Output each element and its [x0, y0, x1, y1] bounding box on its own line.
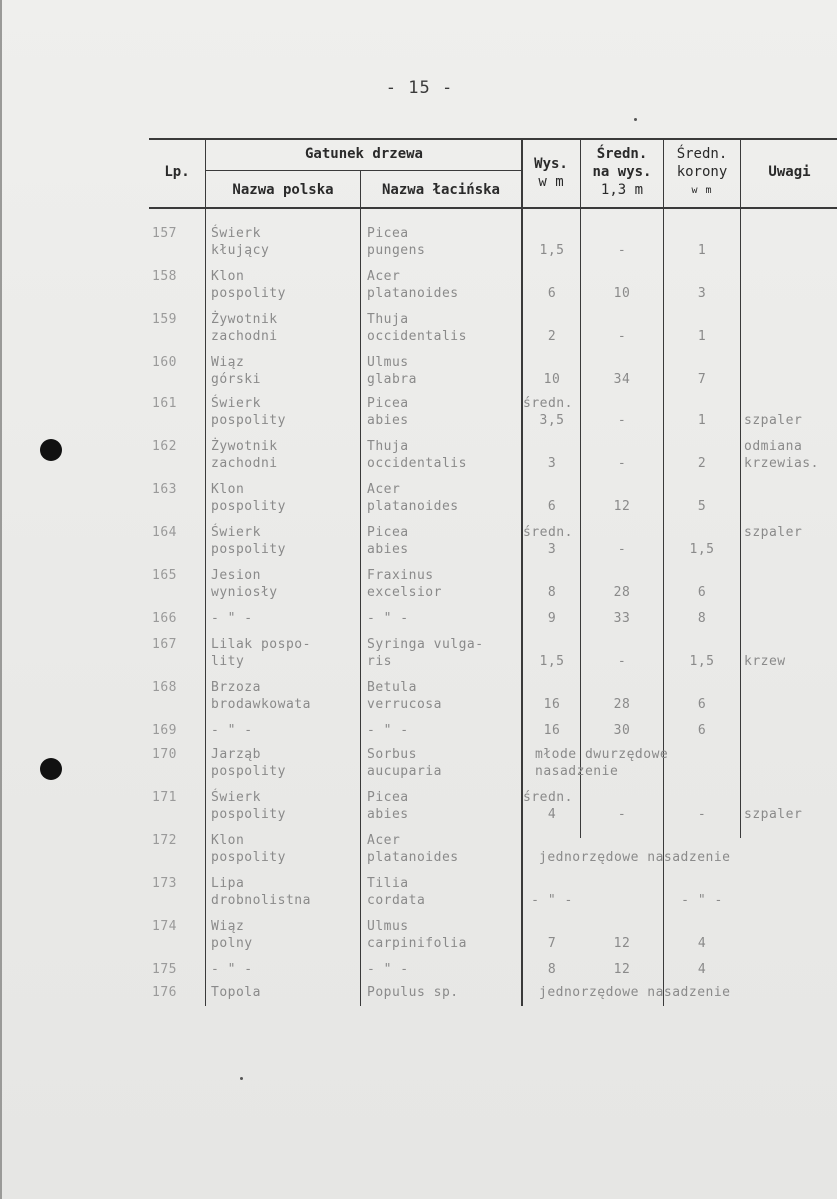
row-lp: 160	[152, 355, 177, 370]
row-height-note: średn.	[523, 396, 573, 411]
row-latin-name: Populus sp.	[367, 985, 459, 1000]
row-latin-name: Thuja	[367, 312, 409, 327]
row-polish-name: - " -	[211, 723, 253, 738]
row-latin-name: - " -	[367, 723, 409, 738]
row-crown: 8	[697, 611, 707, 626]
row-latin-name-cont: occidentalis	[367, 329, 467, 344]
row-remarks-cont: szpaler	[744, 413, 803, 428]
row-height: 3,5	[539, 413, 565, 428]
row-height: 4	[547, 807, 557, 822]
row-height: 1,5	[539, 243, 565, 258]
row-latin-name: Sorbus	[367, 747, 417, 762]
row-latin-name: Fraxinus	[367, 568, 434, 583]
row-polish-name-cont: pospolity	[211, 807, 286, 822]
row-latin-name-cont: occidentalis	[367, 456, 467, 471]
page-number: - 15 -	[385, 78, 454, 98]
row-polish-name-cont: górski	[211, 372, 261, 387]
header-diameter-line1: Średn.	[596, 146, 648, 162]
row-lp: 168	[152, 680, 177, 695]
row-remarks: szpaler	[744, 525, 803, 540]
row-planting-note: jednorzędowe nasadzenie	[539, 985, 731, 1000]
header-latin-name: Nazwa łacińska	[381, 182, 500, 198]
row-height-note: średn.	[523, 525, 573, 540]
row-diameter: 28	[613, 697, 631, 712]
header-remarks: Uwagi	[768, 164, 811, 180]
header-crown-line3: w m	[691, 185, 713, 196]
stray-mark	[634, 118, 637, 121]
row-lp: 165	[152, 568, 177, 583]
stray-mark	[240, 1077, 243, 1080]
header-diameter-line2: na wys.	[592, 164, 652, 180]
row-remarks-cont: szpaler	[744, 807, 803, 822]
row-polish-name-cont: zachodni	[211, 456, 278, 471]
row-lp: 158	[152, 269, 177, 284]
row-polish-name: Żywotnik	[211, 439, 278, 454]
row-crown: 3	[697, 286, 707, 301]
row-crown: 4	[697, 936, 707, 951]
row-polish-name: Żywotnik	[211, 312, 278, 327]
col-rule-crown	[740, 138, 741, 838]
header-lp: Lp.	[164, 164, 190, 180]
row-height: 8	[547, 585, 557, 600]
row-diameter: -	[617, 456, 627, 471]
row-crown: 6	[697, 585, 707, 600]
row-planting-note-cont: nasadzenie	[535, 764, 619, 779]
row-latin-name-cont: glabra	[367, 372, 417, 387]
row-height: 8	[547, 962, 557, 977]
row-diameter: -	[617, 807, 627, 822]
row-height: 1,5	[539, 654, 565, 669]
row-polish-name: Świerk	[211, 396, 261, 411]
row-latin-name: Acer	[367, 833, 401, 848]
row-lp: 170	[152, 747, 177, 762]
row-latin-name: - " -	[367, 962, 409, 977]
row-crown: 1	[697, 413, 707, 428]
row-height: 9	[547, 611, 557, 626]
row-height-note: średn.	[523, 790, 573, 805]
row-latin-name: Tilia	[367, 876, 409, 891]
row-latin-name-cont: pungens	[367, 243, 426, 258]
row-crown: 2	[697, 456, 707, 471]
row-polish-name: Świerk	[211, 525, 261, 540]
row-polish-name-cont: pospolity	[211, 542, 286, 557]
row-lp: 164	[152, 525, 177, 540]
row-crown: -	[697, 807, 707, 822]
row-latin-name: Picea	[367, 790, 409, 805]
row-crown: 1,5	[689, 542, 715, 557]
row-planting-note: jednorzędowe nasadzenie	[539, 850, 731, 865]
col-rule-polish	[360, 171, 361, 1006]
row-lp: 172	[152, 833, 177, 848]
row-polish-name: Topola	[211, 985, 261, 1000]
row-polish-name-cont: polny	[211, 936, 253, 951]
header-bottom-rule	[149, 207, 837, 209]
col-rule-latin	[521, 138, 523, 1006]
row-latin-name: Ulmus	[367, 919, 409, 934]
col-rule-lp	[205, 138, 206, 1006]
row-polish-name: Wiąz	[211, 919, 245, 934]
row-latin-name: Thuja	[367, 439, 409, 454]
row-diameter: 12	[613, 962, 631, 977]
row-latin-name-cont: verrucosa	[367, 697, 442, 712]
row-latin-name-cont: platanoides	[367, 850, 459, 865]
row-crown: 7	[697, 372, 707, 387]
row-latin-name: Acer	[367, 269, 401, 284]
row-polish-name: Jesion	[211, 568, 261, 583]
row-crown: 6	[697, 697, 707, 712]
row-height: 6	[547, 499, 557, 514]
row-height: 16	[543, 697, 561, 712]
row-polish-name-cont: pospolity	[211, 499, 286, 514]
punch-hole-top	[40, 439, 62, 461]
row-polish-name: Jarząb	[211, 747, 261, 762]
header-crown-line1: Średn.	[676, 146, 728, 162]
row-height: 16	[543, 723, 561, 738]
row-remarks-cont: krzewias.	[744, 456, 819, 471]
row-polish-name-cont: kłujący	[211, 243, 270, 258]
row-latin-name-cont: abies	[367, 807, 409, 822]
header-polish-name: Nazwa polska	[232, 182, 334, 198]
row-lp: 175	[152, 962, 177, 977]
row-diameter: -	[617, 329, 627, 344]
row-polish-name: Świerk	[211, 226, 261, 241]
row-latin-name: Picea	[367, 525, 409, 540]
row-polish-name: - " -	[211, 611, 253, 626]
row-polish-name-cont: pospolity	[211, 850, 286, 865]
header-height-line2: w m	[538, 174, 564, 190]
row-latin-name-cont: aucuparia	[367, 764, 442, 779]
row-polish-name: Klon	[211, 482, 245, 497]
row-polish-name: Klon	[211, 833, 245, 848]
row-height: 2	[547, 329, 557, 344]
row-polish-name: - " -	[211, 962, 253, 977]
row-polish-name-cont: pospolity	[211, 764, 286, 779]
row-polish-name: Klon	[211, 269, 245, 284]
row-crown: 6	[697, 723, 707, 738]
row-lp: 157	[152, 226, 177, 241]
row-latin-name-cont: carpinifolia	[367, 936, 467, 951]
row-latin-name: Syringa vulga-	[367, 637, 484, 652]
row-diameter: 10	[613, 286, 631, 301]
col-rule-height	[580, 138, 581, 838]
row-height: 3	[547, 542, 557, 557]
row-diameter: 34	[613, 372, 631, 387]
row-diameter: -	[617, 413, 627, 428]
row-polish-name: Świerk	[211, 790, 261, 805]
punch-hole-bottom	[40, 758, 62, 780]
row-diameter: -	[617, 542, 627, 557]
header-diameter-line3: 1,3 m	[600, 182, 644, 198]
row-diameter: 33	[613, 611, 631, 626]
row-polish-name: Lipa	[211, 876, 245, 891]
row-polish-name-cont: brodawkowata	[211, 697, 311, 712]
row-latin-name-cont: excelsior	[367, 585, 442, 600]
row-lp: 159	[152, 312, 177, 327]
row-height: 3	[547, 456, 557, 471]
row-latin-name-cont: abies	[367, 413, 409, 428]
row-lp: 169	[152, 723, 177, 738]
row-lp: 166	[152, 611, 177, 626]
row-latin-name: - " -	[367, 611, 409, 626]
row-polish-name: Brzoza	[211, 680, 261, 695]
row-polish-name-cont: zachodni	[211, 329, 278, 344]
row-crown: 1	[697, 243, 707, 258]
row-latin-name-cont: ris	[367, 654, 392, 669]
row-polish-name-cont: drobnolistna	[211, 893, 311, 908]
row-lp: 176	[152, 985, 177, 1000]
row-lp: 171	[152, 790, 177, 805]
row-polish-name: Wiąz	[211, 355, 245, 370]
row-latin-name: Picea	[367, 396, 409, 411]
species-header-rule	[206, 170, 522, 171]
row-polish-name-cont: pospolity	[211, 286, 286, 301]
col-rule-diameter	[663, 138, 664, 1006]
row-latin-name: Ulmus	[367, 355, 409, 370]
table-top-rule	[149, 138, 837, 140]
row-height: - " -	[531, 893, 573, 908]
row-remarks-cont: krzew	[744, 654, 786, 669]
row-crown: - " -	[681, 893, 723, 908]
header-height-line1: Wys.	[534, 156, 568, 172]
row-lp: 162	[152, 439, 177, 454]
row-diameter: 12	[613, 936, 631, 951]
row-height: 7	[547, 936, 557, 951]
row-polish-name-cont: lity	[211, 654, 245, 669]
row-latin-name: Acer	[367, 482, 401, 497]
row-diameter: -	[617, 243, 627, 258]
row-latin-name-cont: platanoides	[367, 286, 459, 301]
header-crown-line2: korony	[676, 164, 728, 180]
row-diameter: 30	[613, 723, 631, 738]
row-height: 6	[547, 286, 557, 301]
row-lp: 174	[152, 919, 177, 934]
row-crown: 4	[697, 962, 707, 977]
row-latin-name: Betula	[367, 680, 417, 695]
row-lp: 173	[152, 876, 177, 891]
row-latin-name-cont: platanoides	[367, 499, 459, 514]
row-diameter: -	[617, 654, 627, 669]
row-polish-name-cont: wyniosły	[211, 585, 278, 600]
row-latin-name-cont: abies	[367, 542, 409, 557]
row-planting-note: młode dwurzędowe	[535, 747, 669, 762]
row-diameter: 12	[613, 499, 631, 514]
row-polish-name-cont: pospolity	[211, 413, 286, 428]
row-latin-name: Picea	[367, 226, 409, 241]
row-crown: 5	[697, 499, 707, 514]
row-remarks: odmiana	[744, 439, 803, 454]
row-crown: 1	[697, 329, 707, 344]
row-height: 10	[543, 372, 561, 387]
header-species-group: Gatunek drzewa	[304, 146, 423, 162]
row-latin-name-cont: cordata	[367, 893, 426, 908]
row-lp: 161	[152, 396, 177, 411]
row-polish-name: Lilak pospo-	[211, 637, 311, 652]
row-crown: 1,5	[689, 654, 715, 669]
row-lp: 167	[152, 637, 177, 652]
row-diameter: 28	[613, 585, 631, 600]
row-lp: 163	[152, 482, 177, 497]
